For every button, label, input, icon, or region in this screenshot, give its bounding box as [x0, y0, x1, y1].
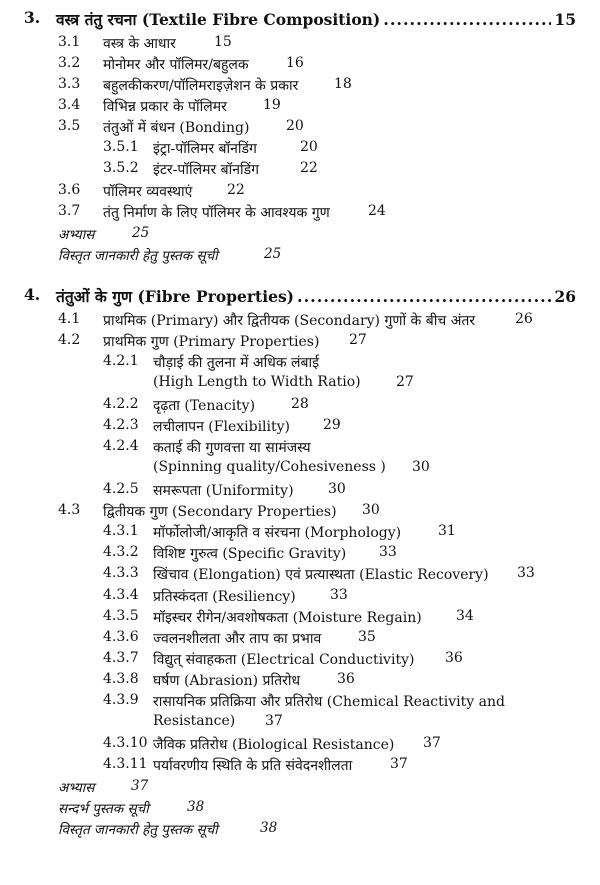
- extra-title: विस्तृत जानकारी हेतु पुस्तक सूची: [58, 822, 218, 838]
- section-title: द्वितीयक गुण (Secondary Properties): [103, 504, 337, 520]
- section-page: 36: [337, 671, 355, 687]
- section-number: 3.4: [58, 97, 81, 113]
- section-number: 4.3.3: [103, 565, 139, 581]
- section-number: 4.3.2: [103, 544, 139, 560]
- section-title: प्राथमिक (Primary) और द्वितीयक (Secondary) गुणों के बीच अंतर: [103, 313, 476, 329]
- toc-entry: [0, 118, 600, 140]
- toc-entry-continuation: [0, 374, 600, 396]
- chapter-heading: [0, 285, 600, 307]
- toc-entry: [0, 97, 600, 119]
- section-title: दृढ़ता (Tenacity): [153, 398, 256, 414]
- section-title: खिंचाव (Elongation) एवं प्रत्यास्थता (Elastic Recovery): [153, 567, 489, 583]
- section-page: 31: [438, 523, 456, 539]
- toc-entry: [0, 182, 600, 204]
- section-title: कताई की गुणवत्ता या सामंजस्य: [153, 440, 311, 456]
- section-title: विद्युत् संवाहकता (Electrical Conductivity): [153, 652, 415, 668]
- toc-entry: [0, 311, 600, 333]
- section-number: 3.5.2: [103, 160, 139, 176]
- section-page: 20: [286, 118, 304, 134]
- section-title-continued: Resistance): [153, 713, 236, 729]
- section-number: 3.6: [58, 182, 81, 198]
- section-title: मॉर्फोलोजी/आकृति व संरचना (Morphology): [153, 525, 402, 541]
- section-number: 4.2.3: [103, 417, 139, 433]
- dot-leader: [383, 10, 551, 29]
- section-page: 27: [349, 332, 367, 348]
- section-number: 4.3.11: [103, 756, 148, 772]
- chapter-title: तंतुओं के गुण (Fibre Properties): [56, 287, 295, 306]
- section-number: 4.3.4: [103, 587, 139, 603]
- toc-entry: [0, 353, 600, 375]
- section-page: 33: [330, 587, 348, 603]
- extra-page: 38: [187, 799, 205, 815]
- toc-entry: [0, 55, 600, 77]
- extra-title: सन्दर्भ पुस्तक सूची: [58, 801, 149, 817]
- section-page: 37: [265, 713, 283, 729]
- toc-extra: [0, 778, 600, 800]
- section-page: 22: [300, 160, 318, 176]
- chapter-page: 15: [554, 10, 576, 29]
- section-title: मोनोमर और पॉलिमर/बहुलक: [103, 57, 249, 73]
- toc-entry: [0, 160, 600, 182]
- section-title: लचीलापन (Flexibility): [153, 419, 291, 435]
- section-page: 30: [412, 459, 430, 475]
- section-number: 4.2.2: [103, 396, 139, 412]
- section-page: 33: [379, 544, 397, 560]
- dot-leader: [297, 287, 551, 306]
- section-title: पॉलिमर व्यवस्थाएं: [103, 184, 193, 200]
- toc-entry: [0, 608, 600, 630]
- section-number: 4.2.5: [103, 481, 139, 497]
- section-number: 3.5: [58, 118, 81, 134]
- section-page: 33: [517, 565, 535, 581]
- toc-entry: [0, 565, 600, 587]
- toc-entry: [0, 587, 600, 609]
- toc-entry: [0, 139, 600, 161]
- section-title: तंतुओं में बंधन (Bonding): [103, 120, 250, 136]
- section-number: 4.3.6: [103, 629, 139, 645]
- extra-page: 37: [131, 778, 149, 794]
- toc-entry: [0, 438, 600, 460]
- toc-entry: [0, 735, 600, 757]
- extra-page: 25: [132, 225, 150, 241]
- toc-entry-continuation: [0, 459, 600, 481]
- toc-entry: [0, 650, 600, 672]
- section-title: चौड़ाई की तुलना में अधिक लंबाई: [153, 355, 320, 371]
- chapter-number: 4.: [24, 285, 41, 304]
- section-page: 35: [358, 629, 376, 645]
- section-number: 3.5.1: [103, 139, 139, 155]
- extra-title: विस्तृत जानकारी हेतु पुस्तक सूची: [58, 248, 218, 264]
- extra-title: अभ्यास: [58, 780, 95, 796]
- section-title: इंट्रा-पॉलिमर बॉनडिंग: [153, 141, 257, 157]
- toc-extra: [0, 820, 600, 842]
- section-number: 4.3.5: [103, 608, 139, 624]
- section-title: जैविक प्रतिरोध (Biological Resistance): [153, 737, 395, 753]
- chapter-title: वस्त्र तंतु रचना (Textile Fibre Composition): [56, 10, 381, 29]
- section-page: 29: [323, 417, 341, 433]
- toc-entry: [0, 396, 600, 418]
- chapter-page: 26: [554, 287, 576, 306]
- section-title: समरूपता (Uniformity): [153, 483, 294, 499]
- section-page: 15: [214, 34, 232, 50]
- section-number: 4.1: [58, 311, 81, 327]
- section-page: 34: [456, 608, 474, 624]
- toc-extra: [0, 225, 600, 247]
- section-title-continued: (High Length to Width Ratio): [153, 374, 361, 390]
- toc-entry: [0, 417, 600, 439]
- section-number: 4.3.9: [103, 692, 139, 708]
- section-page: 30: [328, 481, 346, 497]
- section-number: 4.3: [58, 502, 81, 518]
- section-page: 16: [286, 55, 304, 71]
- section-page: 36: [445, 650, 463, 666]
- toc-entry: [0, 332, 600, 354]
- section-page: 24: [368, 203, 386, 219]
- section-number: 3.3: [58, 76, 81, 92]
- section-number: 4.2.1: [103, 353, 139, 369]
- toc-entry: [0, 671, 600, 693]
- chapter-heading: [0, 8, 600, 30]
- toc-entry: [0, 692, 600, 714]
- toc-entry: [0, 76, 600, 98]
- toc-entry: [0, 481, 600, 503]
- section-title: घर्षण (Abrasion) प्रतिरोध: [153, 673, 301, 689]
- section-number: 4.3.10: [103, 735, 148, 751]
- section-title: रासायनिक प्रतिक्रिया और प्रतिरोध (Chemical Reactivity and: [153, 694, 505, 710]
- section-title-continued: (Spinning quality/Cohesiveness ): [153, 459, 386, 475]
- section-title: पर्यावरणीय स्थिति के प्रति संवेदनशीलता: [153, 758, 353, 774]
- section-page: 27: [396, 374, 414, 390]
- toc-extra: [0, 246, 600, 268]
- toc-entry: [0, 629, 600, 651]
- section-page: 22: [227, 182, 245, 198]
- section-number: 3.1: [58, 34, 81, 50]
- toc-extra: [0, 799, 600, 821]
- section-page: 18: [334, 76, 352, 92]
- section-page: 37: [390, 756, 408, 772]
- section-number: 4.3.8: [103, 671, 139, 687]
- section-number: 4.3.7: [103, 650, 139, 666]
- toc-entry: [0, 544, 600, 566]
- section-number: 3.2: [58, 55, 81, 71]
- toc-entry: [0, 502, 600, 524]
- section-number: 4.2: [58, 332, 81, 348]
- extra-page: 25: [264, 246, 282, 262]
- section-page: 30: [362, 502, 380, 518]
- section-page: 28: [291, 396, 309, 412]
- chapter-number: 3.: [24, 8, 41, 27]
- section-title: वस्त्र के आधार: [103, 36, 176, 52]
- extra-title: अभ्यास: [58, 227, 95, 243]
- section-number: 4.2.4: [103, 438, 139, 454]
- section-page: 37: [423, 735, 441, 751]
- section-title: प्रतिस्कंदता (Resiliency): [153, 589, 296, 605]
- section-title: विशिष्ट गुरुत्व (Specific Gravity): [153, 546, 347, 562]
- section-title: बहुलकीकरण/पॉलिमराइज़ेशन के प्रकार: [103, 78, 299, 94]
- section-title: प्राथमिक गुण (Primary Properties): [103, 334, 320, 350]
- section-page: 20: [300, 139, 318, 155]
- section-title: ज्वलनशीलता और ताप का प्रभाव: [153, 631, 322, 647]
- toc-entry: [0, 203, 600, 225]
- section-title: मॉइस्चर रीगेन/अवशोषकता (Moisture Regain): [153, 610, 422, 626]
- section-number: 4.3.1: [103, 523, 139, 539]
- section-page: 19: [263, 97, 281, 113]
- section-number: 3.7: [58, 203, 81, 219]
- section-title: तंतु निर्माण के लिए पॉलिमर के आवश्यक गुण: [103, 205, 330, 221]
- toc-entry: [0, 34, 600, 56]
- section-title: इंटर-पॉलिमर बॉनडिंग: [153, 162, 260, 178]
- toc-entry: [0, 523, 600, 545]
- toc-entry-continuation: [0, 713, 600, 735]
- section-title: विभिन्न प्रकार के पॉलिमर: [103, 99, 227, 115]
- section-page: 26: [515, 311, 533, 327]
- extra-page: 38: [260, 820, 278, 836]
- toc-entry: [0, 756, 600, 778]
